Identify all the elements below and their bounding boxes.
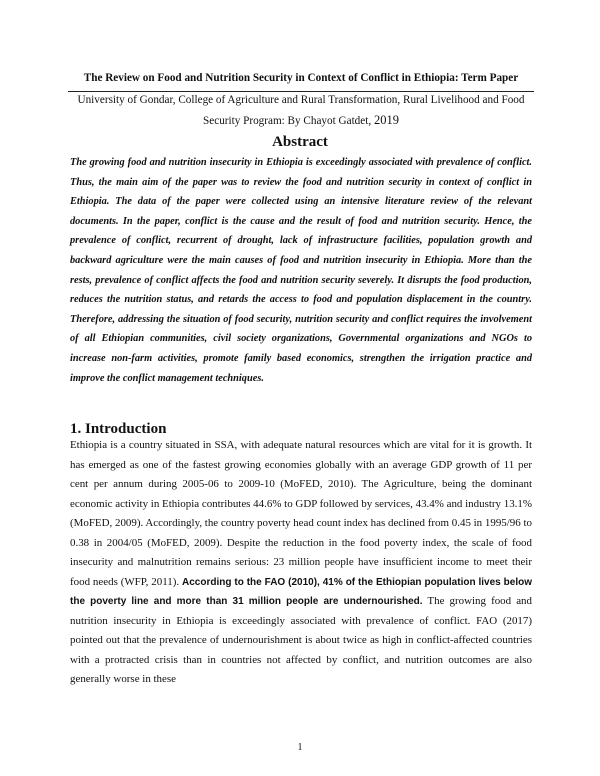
affiliation-line-1: University of Gondar, College of Agriculture and Rural Transformation, Rural Livelihood and Food	[77, 94, 525, 106]
paper-title: The Review on Food and Nutrition Security in Context of Conflict in Ethiopia: Term Paper	[83, 72, 519, 84]
title-divider	[68, 91, 534, 92]
page-number: 1	[297, 742, 303, 753]
publication-year: 2019	[373, 113, 399, 127]
introduction-emphasis: According to the FAO (2010), 41% of the Ethiopian population lives below the poverty line and more than 31 million people are undernourished.	[70, 576, 532, 607]
author-text: Security Program: By Chayot Gatdet,	[203, 115, 374, 127]
affiliation-line-2	[66, 113, 536, 128]
introduction-text-part-1: Ethiopia is a country situated in SSA, with adequate natural resources which are vital for it is growth. It has emerged as one of the fastest growing economies globally with an average GDP growth of 11 per cent per annum during 2005-06 to 2009-10 (MoFED, 2010). The Agriculture, being the dominant economic activity in Ethiopia contributes 44.6% to GDP followed by services, 43.4% and industry 13.1% (MoFED, 2009). Accordingly, the country poverty head count index has declined from 0.45 in 1995/96 to 0.38 in 2004/05 (MoFED, 2009). Despite the reduction in the food poverty index, the scale of food insecurity and malnutrition remains serious: 23 million people have insufficient income to meet their food needs (WFP, 2011).	[70, 439, 532, 588]
abstract-heading: Abstract	[272, 134, 328, 150]
introduction-paragraph	[70, 436, 532, 690]
introduction-text-part-2: The growing food and nutrition insecurity in Ethiopia is exceedingly associated with prevalence of conflict. FAO (2017) pointed out that the prevalence of undernourishment is about twice as high in conflict-affected countries with a protracted crisis than in countries not affected by conflict, and nutrition outcomes are also generally worse in these	[70, 595, 532, 685]
abstract-text: The growing food and nutrition insecurity in Ethiopia is exceedingly associated with prevalence of conflict. Thus, the main aim of the paper was to review the food and nutrition security in context of conflict in Ethiopia. The data of the paper were collected using an intensive literature review of the relevant documents. In the paper, conflict is the cause and the result of food and nutrition security. Hence, the prevalence of conflict, recurrent of drought, lack of infrastructure facilities, population growth and backward agriculture were the main causes of food and nutrition insecurity in Ethiopia. More than the rests, prevalence of conflict affects the food and nutrition security severely. It disrupts the food production, reduces the nutrition status, and retards the access to food and population displacement in the country. Therefore, addressing the situation of food security, nutrition security and conflict requires the involvement of all Ethiopian communities, civil society organizations, Governmental organizations and NGOs to increase non-farm activities, promote family based economics, strengthen the irrigation practice and improve the conflict management techniques.	[70, 157, 532, 384]
introduction-heading: 1. Introduction	[70, 421, 167, 437]
